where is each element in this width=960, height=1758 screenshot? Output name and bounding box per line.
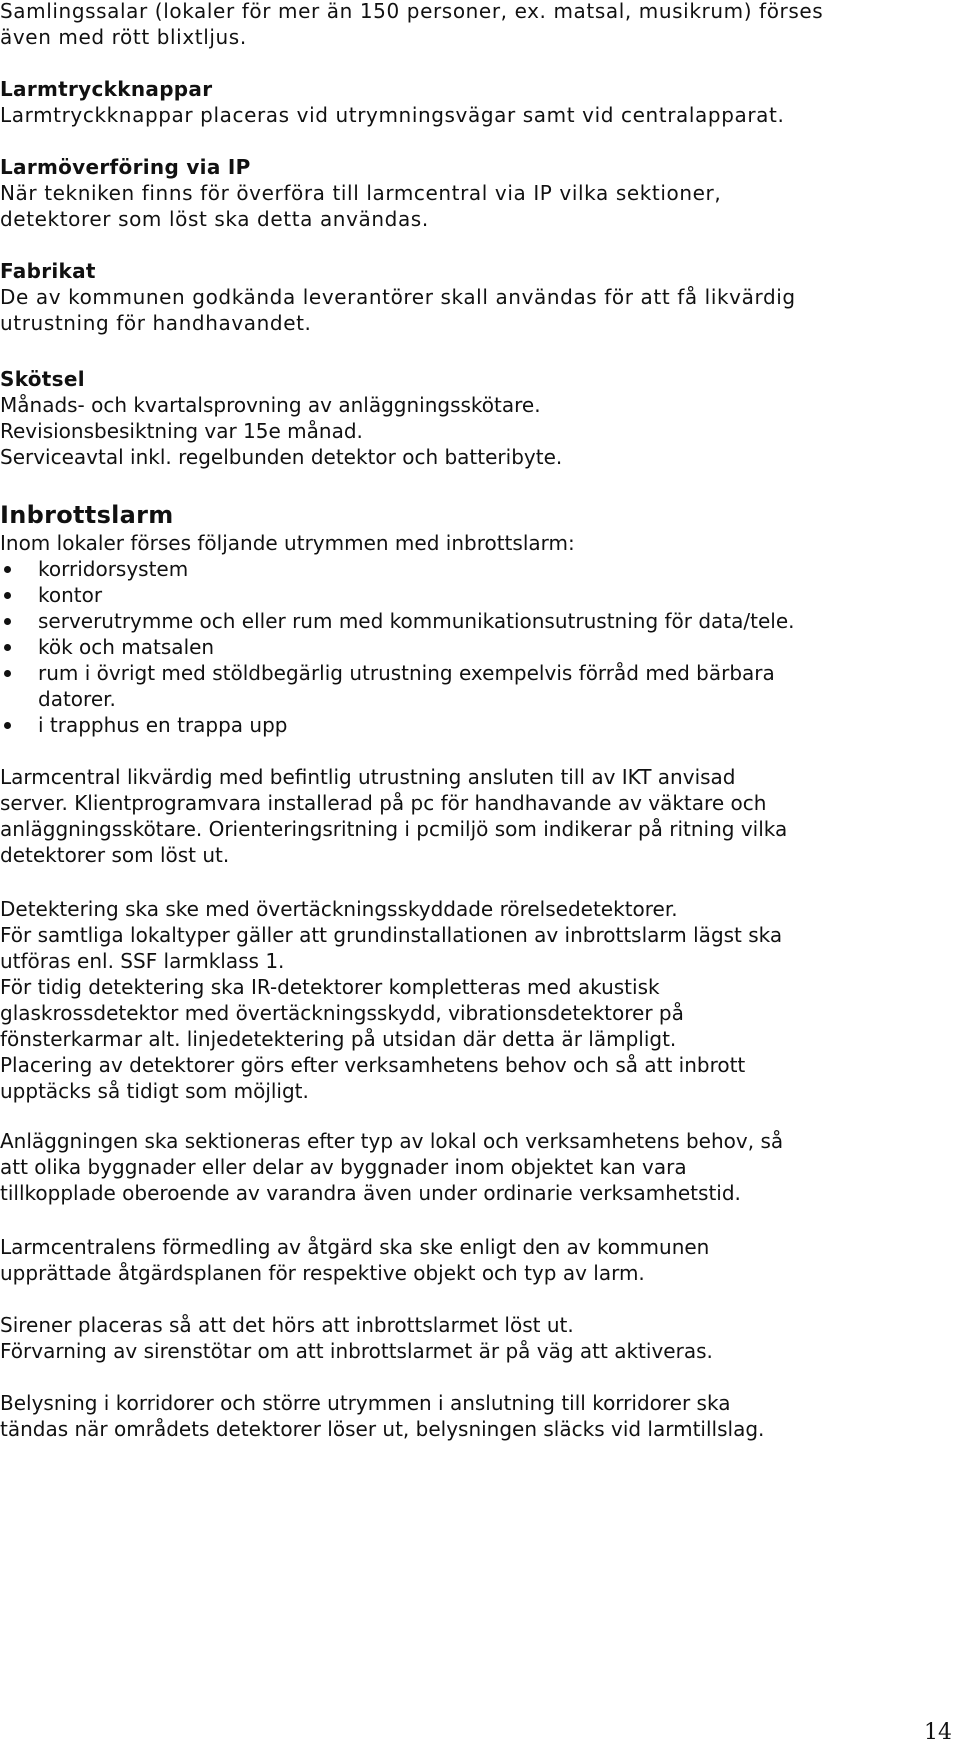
paragraph-belysning xyxy=(0,1390,940,1442)
text-line: Förvarning av sirenstötar om att inbrottslarmet är på väg att aktiveras. xyxy=(0,1339,713,1363)
text-line: Belysning i korridorer och större utrymmen i anslutning till korridorer ska xyxy=(0,1391,731,1415)
text-line: Anläggningen ska sektioneras efter typ av lokal och verksamhetens behov, så xyxy=(0,1129,784,1153)
text-line: detektorer som löst ska detta användas. xyxy=(0,207,429,231)
text-line: Placering av detektorer görs efter verksamhetens behov och så att inbrott xyxy=(0,1053,746,1077)
text-line: Detektering ska ske med övertäckningsskyddade rörelsedetektorer. xyxy=(0,897,678,921)
paragraph-samlingssalar xyxy=(0,0,940,50)
text-line: anläggningsskötare. Orienteringsritning i pcmiljö som indikerar på ritning vilka xyxy=(0,817,788,841)
bullet-icon xyxy=(4,592,11,599)
section-larmoverforing-ip xyxy=(0,154,940,232)
bullet-list xyxy=(0,556,940,738)
paragraph-larmcentral xyxy=(0,764,940,868)
list-item: rum i övrigt med stöldbegärlig utrustning exempelvis förråd med bärbara datorer. xyxy=(0,660,940,712)
paragraph-sirener xyxy=(0,1312,940,1364)
text-line: Larmtryckknappar placeras vid utrymningsvägar samt vid centralapparat. xyxy=(0,103,785,127)
list-item: korridorsystem xyxy=(0,556,940,582)
section-inbrottslarm xyxy=(0,500,940,738)
page-number: 14 xyxy=(924,1720,952,1745)
section-heading: Larmöverföring via IP xyxy=(0,155,251,179)
bullet-icon xyxy=(4,644,11,651)
text-line: upptäcks så tidigt som möjligt. xyxy=(0,1079,309,1103)
bullet-icon xyxy=(4,618,11,625)
text-line: fönsterkarmar alt. linjedetektering på utsidan där detta är lämpligt. xyxy=(0,1027,677,1051)
text-line: att olika byggnader eller delar av byggnader inom objektet kan vara xyxy=(0,1155,687,1179)
section-fabrikat xyxy=(0,258,940,336)
text-line: För samtliga lokaltyper gäller att grundinstallationen av inbrottslarm lägst ska xyxy=(0,923,783,947)
paragraph-detektering xyxy=(0,896,940,1104)
section-larmtryckknappar xyxy=(0,76,940,128)
bullet-icon xyxy=(4,670,11,677)
section-heading: Fabrikat xyxy=(0,259,96,283)
text-line: tändas när områdets detektorer löser ut, belysningen släcks vid larmtillslag. xyxy=(0,1417,765,1441)
section-heading: Inbrottslarm xyxy=(0,501,174,529)
text-line: utrustning för handhavandet. xyxy=(0,311,312,335)
list-item: kontor xyxy=(0,582,940,608)
bullet-icon xyxy=(4,722,11,729)
text-line: Inom lokaler förses följande utrymmen med inbrottslarm: xyxy=(0,531,575,555)
text-line: även med rött blixtljus. xyxy=(0,25,247,49)
text-line: Revisionsbesiktning var 15e månad. xyxy=(0,419,363,443)
text-line: För tidig detektering ska IR-detektorer kompletteras med akustisk xyxy=(0,975,660,999)
text-line: Månads- och kvartalsprovning av anläggningsskötare. xyxy=(0,393,541,417)
text-line: Larmcentralens förmedling av åtgärd ska ske enligt den av kommunen xyxy=(0,1235,710,1259)
bullet-icon xyxy=(4,566,11,573)
text-line: server. Klientprogramvara installerad på pc för handhavande av väktare och xyxy=(0,791,767,815)
section-heading: Skötsel xyxy=(0,367,85,391)
text-line: tillkopplade oberoende av varandra även under ordinarie verksamhetstid. xyxy=(0,1181,741,1205)
text-line: glaskrossdetektor med övertäckningsskydd, vibrationsdetektorer på xyxy=(0,1001,684,1025)
text-line: De av kommunen godkända leverantörer skall användas för att få likvärdig xyxy=(0,285,796,309)
text-line: När tekniken finns för överföra till larmcentral via IP vilka sektioner, xyxy=(0,181,722,205)
list-item: serverutrymme och eller rum med kommunikationsutrustning för data/tele. xyxy=(0,608,940,634)
text-line: Serviceavtal inkl. regelbunden detektor och batteribyte. xyxy=(0,445,563,469)
section-skotsel xyxy=(0,366,940,470)
text-line: Larmcentral likvärdig med befintlig utrustning ansluten till av IKT anvisad xyxy=(0,765,736,789)
paragraph-sektionering xyxy=(0,1128,940,1206)
list-item: i trapphus en trappa upp xyxy=(0,712,940,738)
text-line: upprättade åtgärdsplanen för respektive objekt och typ av larm. xyxy=(0,1261,645,1285)
text-line: Sirener placeras så att det hörs att inbrottslarmet löst ut. xyxy=(0,1313,574,1337)
text-line: Samlingssalar (lokaler för mer än 150 personer, ex. matsal, musikrum) förses xyxy=(0,0,824,23)
text-line: detektorer som löst ut. xyxy=(0,843,230,867)
paragraph-formedling xyxy=(0,1234,940,1286)
list-item: kök och matsalen xyxy=(0,634,940,660)
text-line: utföras enl. SSF larmklass 1. xyxy=(0,949,285,973)
section-heading: Larmtryckknappar xyxy=(0,77,213,101)
